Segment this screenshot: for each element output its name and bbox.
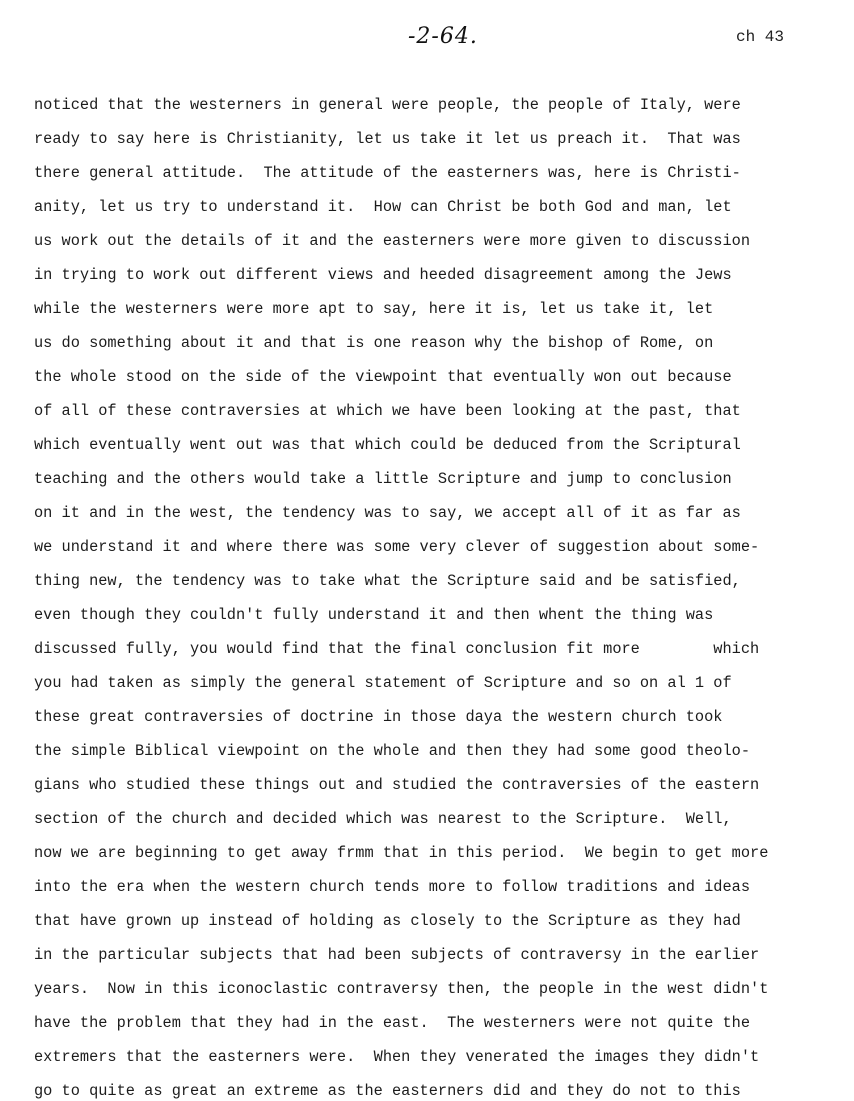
text-line: the simple Biblical viewpoint on the whole and then they had some good theolo- bbox=[34, 742, 751, 760]
text-line: in the particular subjects that had been subjects of contraversy in the earlier bbox=[34, 946, 760, 964]
text-line: there general attitude. The attitude of the easterners was, here is Christi- bbox=[34, 164, 741, 182]
text-line: on it and in the west, the tendency was to say, we accept all of it as far as bbox=[34, 504, 741, 522]
text-line: teaching and the others would take a little Scripture and jump to conclusion bbox=[34, 470, 732, 488]
text-line: section of the church and decided which was nearest to the Scripture. Well, bbox=[34, 810, 732, 828]
text-line: we understand it and where there was some very clever of suggestion about some- bbox=[34, 538, 760, 556]
text-line: go to quite as great an extreme as the easterners did and they do not to this bbox=[34, 1082, 741, 1100]
text-line: us work out the details of it and the easterners were more given to discussion bbox=[34, 232, 751, 250]
text-line: extremers that the easterners were. When they venerated the images they didn't bbox=[34, 1048, 760, 1066]
text-line: into the era when the western church tends more to follow traditions and ideas bbox=[34, 878, 751, 896]
text-line: discussed fully, you would find that the final conclusion fit more which bbox=[34, 640, 760, 658]
text-line: you had taken as simply the general statement of Scripture and so on al 1 of bbox=[34, 674, 732, 692]
text-line: ready to say here is Christianity, let us take it let us preach it. That was bbox=[34, 130, 741, 148]
text-line: that have grown up instead of holding as closely to the Scripture as they had bbox=[34, 912, 741, 930]
text-line: of all of these contraversies at which we have been looking at the past, that bbox=[34, 402, 741, 420]
text-line: noticed that the westerners in general were people, the people of Italy, were bbox=[34, 96, 741, 114]
text-line: even though they couldn't fully understand it and then whent the thing was bbox=[34, 606, 714, 624]
text-line: these great contraversies of doctrine in those daya the western church took bbox=[34, 708, 723, 726]
body-text bbox=[34, 92, 846, 1100]
text-line: in trying to work out different views and heeded disagreement among the Jews bbox=[34, 266, 732, 284]
text-line: while the westerners were more apt to say, here it is, let us take it, let bbox=[34, 300, 714, 318]
text-line: us do something about it and that is one reason why the bishop of Rome, on bbox=[34, 334, 714, 352]
text-line: now we are beginning to get away frmm that in this period. We begin to get more bbox=[34, 844, 769, 862]
page-number: -2-64. bbox=[408, 24, 478, 49]
text-line: years. Now in this iconoclastic contraversy then, the people in the west didn't bbox=[34, 980, 769, 998]
text-line: have the problem that they had in the east. The westerners were not quite the bbox=[34, 1014, 751, 1032]
text-line: the whole stood on the side of the viewpoint that eventually won out because bbox=[34, 368, 732, 386]
chapter-label: ch 43 bbox=[736, 28, 785, 46]
text-line: which eventually went out was that which could be deduced from the Scriptural bbox=[34, 436, 741, 454]
text-line: gians who studied these things out and studied the contraversies of the eastern bbox=[34, 776, 760, 794]
text-line: thing new, the tendency was to take what the Scripture said and be satisfied, bbox=[34, 572, 741, 590]
text-line: anity, let us try to understand it. How can Christ be both God and man, let bbox=[34, 198, 732, 216]
